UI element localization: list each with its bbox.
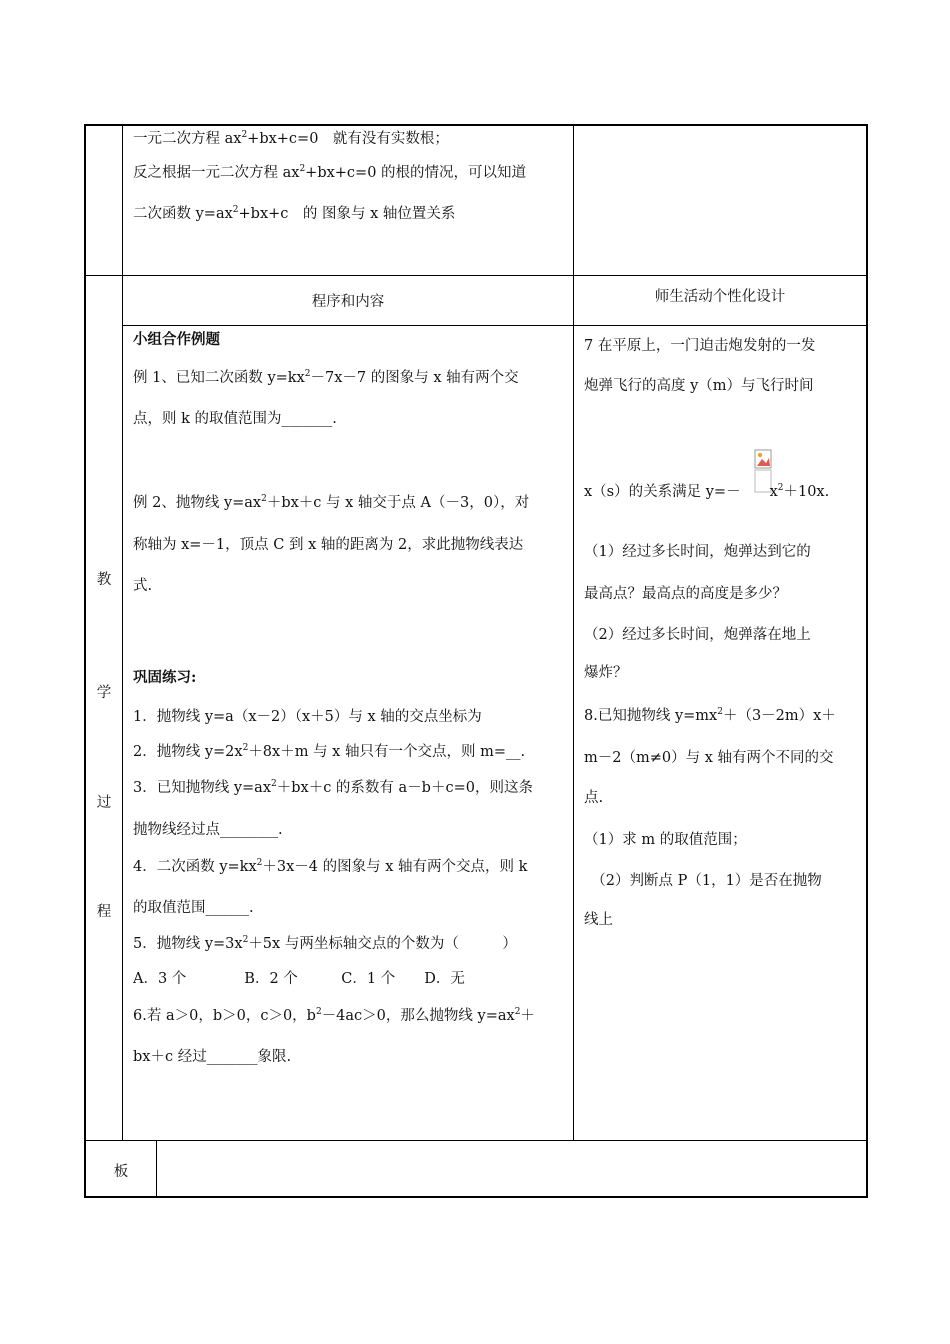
top-line-2: 反之根据一元二次方程 $ax^2+bx+c=0$ 的根的情况，可以知道 [133,164,527,181]
ex2-line-3: 式. [133,578,153,594]
q7-line-4: （1）经过多长时间，炮弹达到它的 [584,544,811,560]
row-divider-1 [84,275,868,276]
q7-line-1: 7 在平原上，一门迫击炮发射的一发 [584,338,816,354]
q8-line-2: m－2（m≠0）与 x 轴有两个不同的交 [584,750,834,766]
group-title: 小组合作例题 [133,331,220,348]
practice-6: 的取值范围______. [133,900,254,916]
header-left: 程序和内容 [311,294,385,310]
col-divider-right [573,124,574,1141]
q7-line-3: x（s）的关系满足 y=－ $x^2+10x$. [584,483,830,500]
top-line-3: 二次函数 $y=ax^2+bx+c$ 的 图象与 x 轴位置关系 [133,205,456,222]
col-divider-bottom [156,1140,157,1198]
q8-line-4: （1）求 m 的取值范围； [584,832,747,848]
ex2-line-1: 例 2、抛物线 $y=ax^2+bx+c$ 与 x 轴交于点 A（－3，0），对 [133,494,530,511]
q7-line-7: 爆炸？ [584,665,628,681]
top-line-1: 一元二次方程 $ax^2+bx+c=0$ 就有没有实数根； [133,130,449,147]
row-divider-2 [122,325,868,326]
practice-7: 5．抛物线 $y=3x^2+5x$ 与两坐标轴交点的个数为（ ） [133,935,517,952]
practice-8: A．3 个 B．2 个 C．1 个 D．无 [133,971,465,987]
q7-line-5: 最高点？最高点的高度是多少？ [584,586,787,602]
practice-1: 1．抛物线 y=a（x－2）（x＋5）与 x 轴的交点坐标为 [133,709,482,725]
ex1-line-2: 点，则 k 的取值范围为_______. [133,411,337,427]
side-char-3: 过 [96,795,112,811]
row-divider-3 [84,1140,868,1141]
practice-5: 4．二次函数 $y=kx^2+3x-4$ 的图象与 x 轴有两个交点，则 k [133,858,528,875]
side-char-2: 学 [96,685,112,701]
side-char-1: 教 [96,572,112,588]
table-top-border [84,124,868,126]
practice-10: bx＋c 经过_______象限. [133,1049,292,1065]
q8-line-1: 8.已知抛物线 $y=mx^2+(3-2m)x+$ [584,707,836,724]
practice-title: 巩固练习: [133,669,197,686]
practice-9: 6.若 a＞0，b＞0，c＞0，$b^2-4ac>0$，那么抛物线 $y=ax^2+$ [133,1007,535,1024]
practice-2: 2．抛物线 $y=2x^2+8x+m$ 与 x 轴只有一个交点，则 m=__. [133,743,526,760]
practice-3: 3．已知抛物线 $y=ax^2+bx+c$ 的系数有 a－b＋c=0，则这条 [133,779,533,796]
ex2-line-2: 称轴为 x=－1，顶点 C 到 x 轴的距离为 2，求此抛物线表达 [133,537,524,553]
bottom-label: 板 [113,1164,129,1180]
q8-line-6: 线上 [584,912,613,928]
practice-4: 抛物线经过点________. [133,822,283,838]
ex1-line-1: 例 1、已知二次函数 $y=kx^2-7x-7$ 的图象与 x 轴有两个交 [133,369,519,386]
table-bottom-border [84,1196,868,1198]
q8-line-5: （2）判断点 P（1，1）是否在抛物 [584,873,822,889]
table-left-border [84,124,86,1198]
q7-line-2: 炮弹飞行的高度 y（m）与飞行时间 [584,378,814,394]
q8-line-3: 点. [584,790,604,806]
col-divider-left [122,124,123,1141]
header-right: 师生活动个性化设计 [654,289,786,305]
q7-line-6: （2）经过多长时间，炮弹落在地上 [584,627,811,643]
table-right-border [866,124,868,1198]
side-char-4: 程 [96,904,112,920]
